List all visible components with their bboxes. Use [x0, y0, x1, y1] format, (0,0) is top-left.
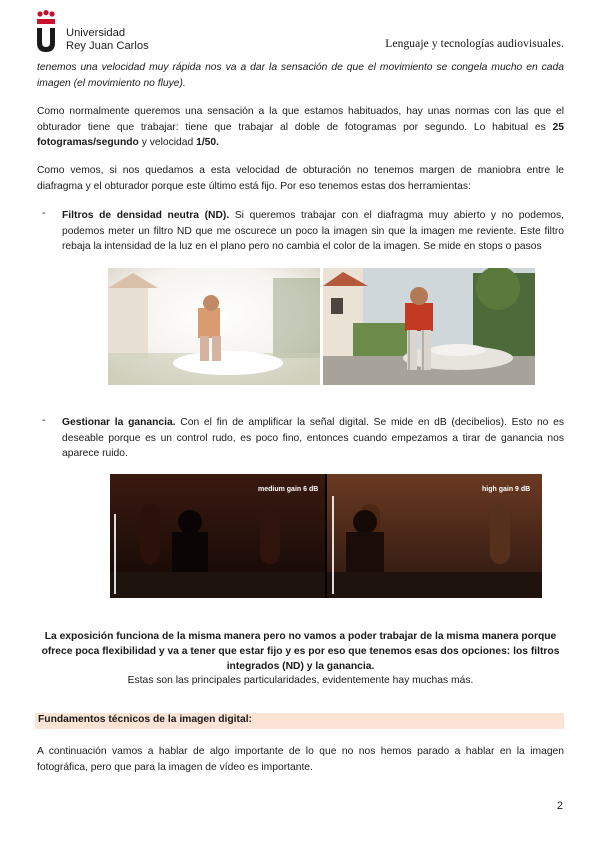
- bullet-dash: -: [42, 415, 46, 426]
- university-line-2: Rey Juan Carlos: [66, 40, 149, 52]
- bullet-title: Filtros de densidad neutra (ND).: [62, 210, 230, 221]
- paragraph-digital-image: A continuación vamos a hablar de algo importante de lo que no nos hemos parado a hablar en la imagen fotográfica, pero que para la imagen de vídeo es importante.: [37, 746, 564, 773]
- gain-label-high: high gain 9 dB: [482, 486, 531, 493]
- bullet-dash: -: [42, 208, 46, 219]
- conclusion-bold: La exposición funciona de la misma manera pero no vamos a poder trabajar de la misma manera porque ofrece poca flexibilidad y va a tener que estar fijo y es por eso que tenemos esas dos opciones: los filtros integrados (ND) y la ganancia.: [41, 631, 560, 672]
- university-name: [66, 27, 149, 53]
- section-title: Fundamentos técnicos de la imagen digital:: [38, 714, 252, 725]
- gain-comparison-photo: [110, 474, 542, 598]
- paragraph-text: Como normalmente queremos una sensación a la que estamos habituados, hay unas normas con las que el obturador tiene que trabajar: tiene que trabajar al doble de fotogramas por segundo. Lo habitual es: [37, 106, 564, 133]
- shutter-value: 1/50.: [196, 137, 219, 148]
- bullet-title: Gestionar la ganancia.: [62, 417, 176, 428]
- intro-paragraph: tenemos una velocidad muy rápida nos va a dar la sensación de que el movimiento se congela mucho en cada imagen (el movimiento no fluye).: [37, 62, 564, 89]
- bullet-body: Si queremos trabajar con el diafragma muy abierto y no podemos, podemos meter un filtro ND que me oscurece un poco la imagen sin que la imagen me reviente. Este filtro rebaja la intensidad de la luz en el plano pero no cambia el color de la imagen. Se mide en stops o pasos: [62, 210, 564, 252]
- bullet-gain: [62, 415, 564, 462]
- bullet-body: Con el fin de amplificar la señal digital. Se mide en dB (decibelios). Esto no es deseable porque es un control rudo, es poco fino, entonces cuando empezamos a tirar de ganancia nos aparece ruido.: [62, 417, 564, 459]
- university-logo: [35, 10, 57, 52]
- paragraph-shutter-rules: [37, 104, 564, 151]
- fps-value: 25 fotogramas/segundo: [37, 121, 564, 148]
- nd-overexposed-photo: [108, 268, 320, 385]
- bullet-nd-filters: [62, 208, 564, 255]
- paragraph-text: y velocidad: [138, 137, 197, 148]
- conclusion-note: Estas son las principales particularidades, evidentemente hay muchas más.: [127, 675, 474, 686]
- university-line-1: Universidad: [66, 27, 126, 39]
- paragraph-tools: Como vemos, si nos quedamos a esta velocidad de obturación no tenemos margen de maniobra entre le diafragma y el obturador porque este último está fijo. Por eso tenemos estas dos herramientas:: [37, 165, 564, 192]
- course-title: Lenguaje y tecnologías audiovisuales.: [385, 38, 564, 50]
- page-number: 2: [556, 800, 563, 812]
- gain-label-medium: medium gain 6 dB: [258, 486, 319, 493]
- nd-filtered-photo: [323, 268, 535, 385]
